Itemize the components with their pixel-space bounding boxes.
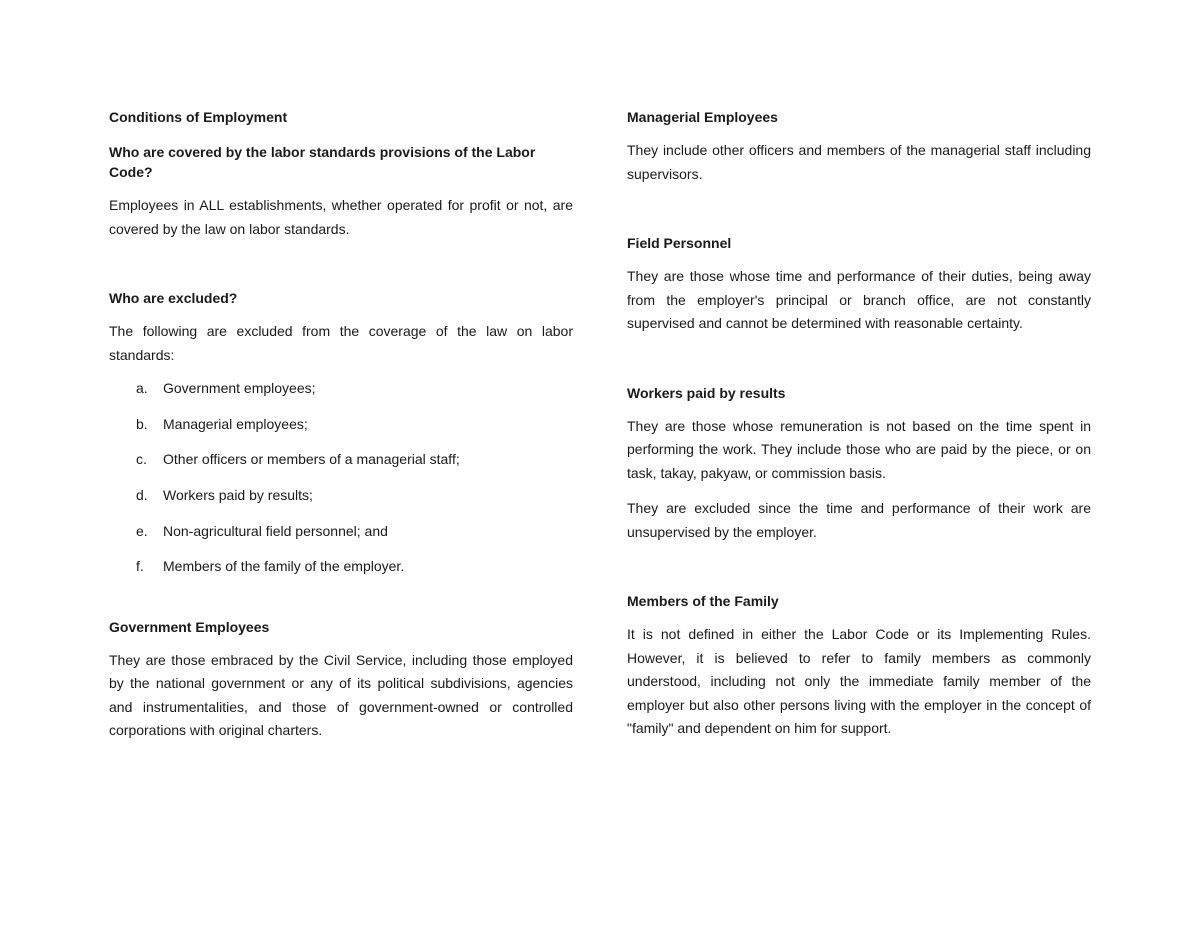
government-employees-text: They are those embraced by the Civil Service, including those employed by the national government or any of its political subdivisions, agencies and instrumentalities, and those of government-owned or controlled corporations with original charters. — [109, 651, 573, 739]
coverage-question: Who are covered by the labor standards provisions of the Labor Code? — [109, 144, 536, 180]
list-item — [109, 377, 573, 401]
right-column — [627, 107, 1091, 741]
exclusion-list — [109, 377, 573, 579]
exclusion-question: Who are excluded? — [109, 290, 238, 306]
list-marker: a. — [136, 380, 148, 396]
members-of-family-heading: Members of the Family — [627, 593, 779, 609]
workers-paid-by-results-text: They are those whose remuneration is not based on the time spent in performing the work. They include those who are paid by the piece, or on task, takay, pakyaw, or commission basis. — [627, 417, 1091, 481]
managerial-employees-heading: Managerial Employees — [627, 109, 778, 125]
workers-paid-by-results-heading: Workers paid by results — [627, 384, 786, 401]
list-item — [109, 520, 573, 544]
list-item-text: Managerial employees; — [163, 415, 308, 432]
list-item — [109, 413, 573, 437]
workers-paid-by-results-exclusion-text: They are excluded since the time and performance of their work are unsupervised by the employer. — [627, 500, 1091, 540]
list-item-text: Workers paid by results; — [163, 487, 313, 504]
list-item-text: Other officers or members of a managerial staff; — [163, 451, 460, 468]
coverage-answer: Employees in ALL establishments, whether operated for profit or not, are covered by the law on labor standards. — [109, 197, 573, 237]
list-marker: f. — [136, 558, 144, 575]
section-title: Conditions of Employment — [109, 109, 288, 125]
list-marker: d. — [136, 487, 148, 504]
members-of-family-text: It is not defined in either the Labor Code or its Implementing Rules. However, it is believed to refer to family members as commonly understood, including not only the immediate family member of the employer but also other persons living with the employer in the concept of "family" and dependent on him for support. — [627, 626, 1091, 736]
left-column — [109, 107, 573, 743]
list-item-text: Members of the family of the employer. — [163, 558, 405, 575]
list-item — [109, 555, 573, 579]
list-marker: e. — [136, 522, 148, 539]
list-marker: c. — [136, 451, 147, 468]
field-personnel-heading: Field Personnel — [627, 235, 732, 251]
list-item — [109, 448, 573, 472]
exclusion-intro: The following are excluded from the coverage of the law on labor standards: — [109, 323, 573, 363]
field-personnel-text: They are those whose time and performance of their duties, being away from the employer's principal or branch office, are not constantly supervised and cannot be determined with reasonable certainty. — [627, 268, 1091, 331]
list-item-text: Government employees; — [163, 380, 316, 396]
list-marker: b. — [136, 415, 148, 432]
managerial-employees-text: They include other officers and members of the managerial staff including supervisors. — [627, 142, 1091, 182]
government-employees-heading: Government Employees — [109, 618, 270, 635]
list-item — [109, 484, 573, 508]
list-item-text: Non-agricultural field personnel; and — [163, 522, 388, 539]
